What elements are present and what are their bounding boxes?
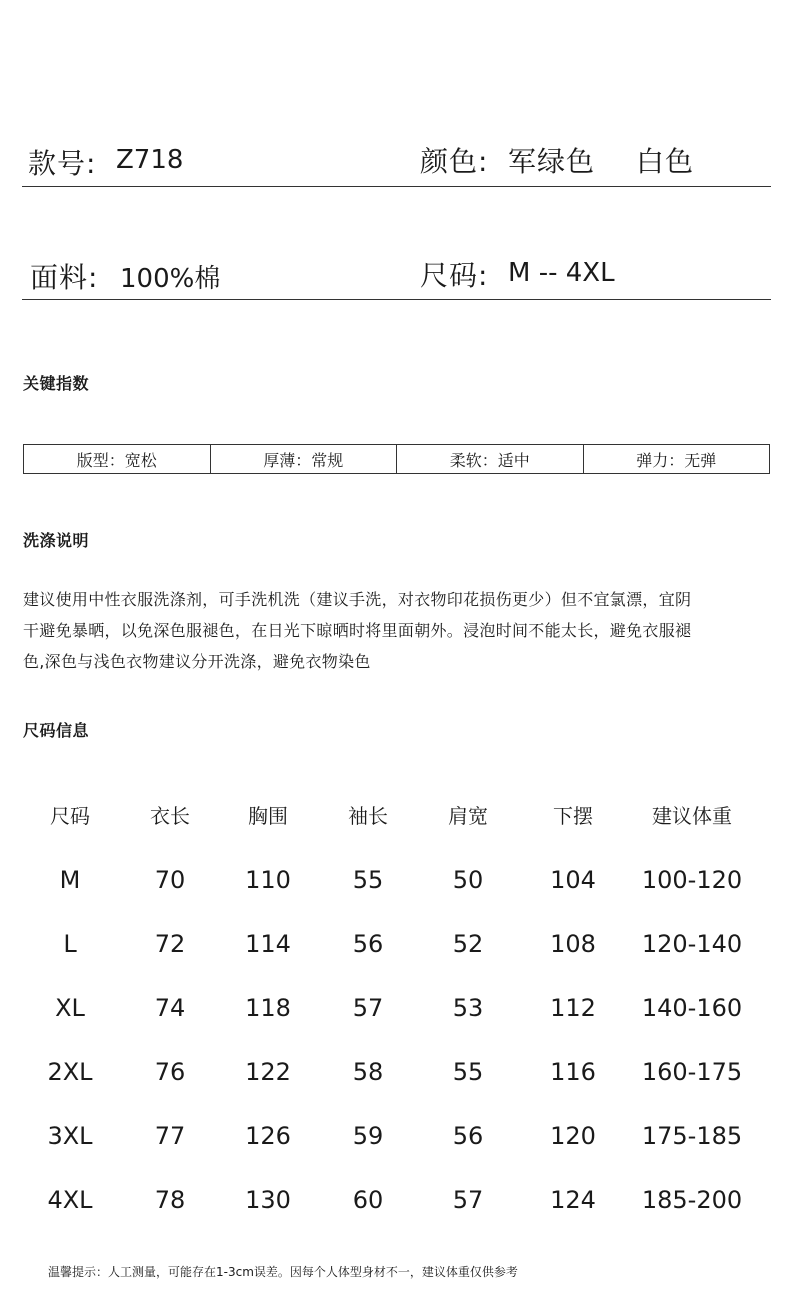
cell-sleeve: 59 [352,1122,384,1150]
cell-length: 77 [154,1122,186,1150]
header-length: 衣长 [150,803,190,828]
cell-hem: 124 [550,1186,596,1214]
cell-weight: 160-175 [641,1058,743,1086]
header-chest: 胸围 [248,803,288,828]
header-weight: 建议体重 [652,803,732,828]
cell-size: L [63,930,77,958]
header-size: 尺码 [50,803,90,828]
cell-chest: 130 [245,1186,291,1214]
divider-2 [22,299,771,300]
table-row [20,976,770,1040]
size-info-title: 尺码信息 [23,721,90,740]
cell-sleeve: 55 [352,866,384,894]
cell-sleeve: 56 [352,930,384,958]
cell-chest: 110 [245,866,291,894]
wash-text [23,584,773,677]
cell-length: 78 [154,1186,186,1214]
table-row [20,912,770,976]
cell-weight: 100-120 [641,866,743,894]
wash-line-2: 干避免暴晒，以免深色服褪色，在日光下晾晒时将里面朝外。浸泡时间不能太长，避免衣服褪 [23,621,692,640]
size-table [20,780,770,1232]
wash-title: 洗涤说明 [23,531,90,550]
cell-shoulder: 52 [452,930,484,958]
cell-chest: 118 [245,994,291,1022]
cell-sleeve: 57 [352,994,384,1022]
cell-length: 76 [154,1058,186,1086]
table-row [20,1040,770,1104]
table-row [20,1104,770,1168]
footnote: 温馨提示：人工测量，可能存在1-3cm误差。因每个人体型身材不一，建议体重仅供参考 [48,1265,518,1279]
cell-size: M [59,866,81,894]
key-index-table [23,444,770,474]
header-hem: 下摆 [553,803,593,828]
color-value-1: 军绿色 [508,145,596,178]
cell-weight: 140-160 [641,994,743,1022]
color-value-2: 白色 [636,145,695,178]
cell-size: XL [55,994,85,1022]
cell-chest: 114 [245,930,291,958]
style-no-label: 款号: [28,147,97,180]
cell-shoulder: 53 [452,994,484,1022]
key-index-elasticity: 弹力：无弹 [636,450,717,470]
size-value: M -- 4XL [508,258,615,288]
key-index-fit: 版型：宽松 [24,445,211,473]
size-table-header [20,780,770,848]
cell-chest: 126 [245,1122,291,1150]
size-label: 尺码: [420,259,489,292]
cell-sleeve: 60 [352,1186,384,1214]
cell-weight: 120-140 [641,930,743,958]
cell-size: 4XL [47,1186,93,1214]
divider-1 [22,186,771,187]
fabric-label: 面料: [30,261,99,294]
cell-weight: 175-185 [641,1122,743,1150]
cell-hem: 104 [550,866,596,894]
wash-line-3: 色,深色与浅色衣物建议分开洗涤，避免衣物染色 [23,652,371,671]
cell-shoulder: 57 [452,1186,484,1214]
cell-hem: 116 [550,1058,596,1086]
cell-length: 72 [154,930,186,958]
style-no-value: Z718 [116,145,184,175]
cell-hem: 108 [550,930,596,958]
color-label: 颜色: [420,145,489,178]
cell-shoulder: 50 [452,866,484,894]
table-row [20,848,770,912]
key-index-thickness: 厚薄：常规 [211,445,398,473]
cell-size: 2XL [47,1058,93,1086]
cell-sleeve: 58 [352,1058,384,1086]
cell-weight: 185-200 [641,1186,743,1214]
cell-hem: 112 [550,994,596,1022]
key-index-softness: 柔软：适中 [397,445,584,473]
fabric-value: 100%棉 [120,264,221,294]
header-shoulder: 肩宽 [448,803,488,828]
cell-hem: 120 [550,1122,596,1150]
table-row [20,1168,770,1232]
cell-length: 70 [154,866,186,894]
key-index-title: 关键指数 [23,374,90,393]
header-sleeve: 袖长 [348,803,388,828]
cell-size: 3XL [47,1122,93,1150]
cell-shoulder: 56 [452,1122,484,1150]
cell-chest: 122 [245,1058,291,1086]
wash-line-1: 建议使用中性衣服洗涤剂，可手洗机洗（建议手洗，对衣物印花损伤更少）但不宜氯漂，宜阴 [23,590,692,609]
cell-length: 74 [154,994,186,1022]
cell-shoulder: 55 [452,1058,484,1086]
